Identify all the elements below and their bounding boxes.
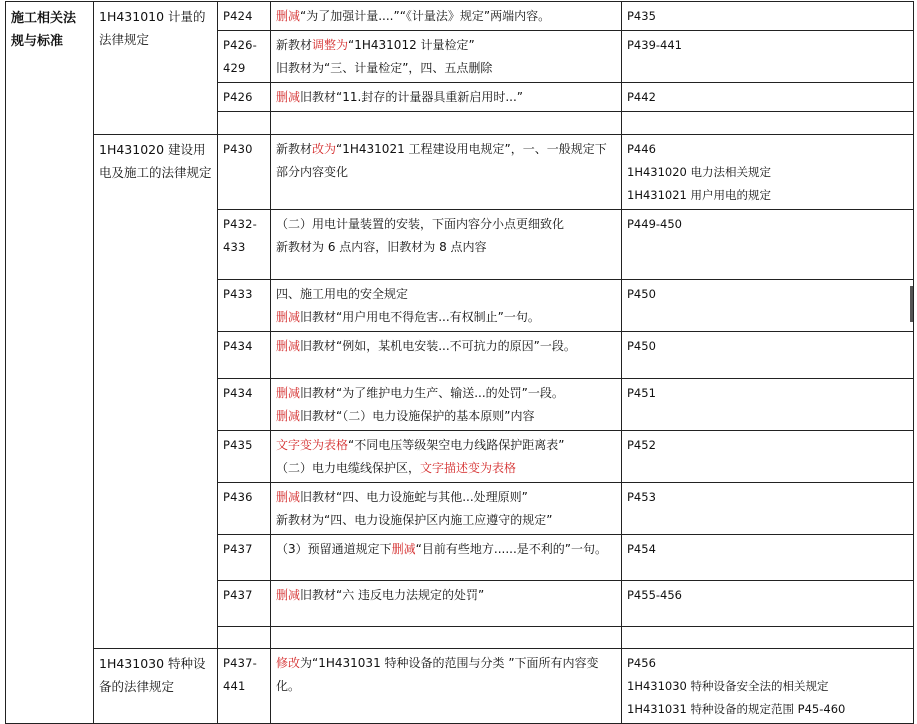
scrollbar-thumb[interactable] [910, 286, 913, 322]
change-keyword: 文字描述变为表格 [420, 461, 517, 475]
new-page-cell [622, 581, 914, 627]
change-description-cell [271, 483, 622, 535]
change-keyword: 改为 [312, 142, 337, 156]
old-page-cell: P437-441 [218, 649, 271, 724]
change-description-cell [271, 535, 622, 581]
new-page-line: 1H431020 电力法相关规定 [627, 165, 772, 179]
change-description-cell [271, 379, 622, 431]
new-page-cell [622, 431, 914, 483]
change-text: 新教材 [276, 142, 313, 156]
change-description-cell [271, 581, 622, 627]
change-text: 为“1H431031 特种设备的范围与分类 ”下面所有内容变化。 [276, 656, 599, 693]
change-text: （二）电力电缆线保护区， [276, 461, 421, 475]
description-line [276, 509, 616, 532]
new-page-line: P454 [627, 542, 656, 556]
new-page-line: 1H431030 特种设备安全法的相关规定 [627, 679, 829, 693]
old-page-cell: P426 [218, 83, 271, 112]
change-description-cell [271, 649, 622, 724]
change-keyword: 删减 [276, 490, 301, 504]
change-keyword: 删减 [276, 386, 301, 400]
description-line [276, 236, 616, 259]
new-page-line: P450 [627, 287, 656, 301]
description-line [276, 538, 616, 561]
new-page-line: P442 [627, 90, 656, 104]
old-page-cell: P437 [218, 535, 271, 581]
new-page-line: P449-450 [627, 217, 682, 231]
empty-cell [271, 627, 622, 649]
new-page-cell [622, 210, 914, 280]
new-page-line: P446 [627, 142, 656, 156]
new-page-cell [622, 2, 914, 31]
description-line [276, 584, 616, 607]
description-line [276, 34, 616, 57]
new-page-cell [622, 135, 914, 210]
description-line [276, 382, 616, 405]
description-line [276, 213, 616, 236]
table-row [6, 135, 914, 210]
change-text: “1H431021 工程建设用电规定”，一、一般规定下部分内容变化 [276, 142, 607, 179]
new-page-cell [622, 649, 914, 724]
description-line [276, 57, 616, 80]
comparison-table-page [5, 1, 913, 716]
change-text: 旧教材“11.封存的计量器具重新启用时...” [300, 90, 523, 104]
change-text: 旧教材“为了维护电力生产、输送...的处罚”一段。 [300, 386, 564, 400]
change-text: 旧教材“用户用电不得危害...有权制止”一句。 [300, 310, 540, 324]
textbook-changes-table [5, 1, 914, 724]
new-page-cell [622, 483, 914, 535]
old-page-cell: P435 [218, 431, 271, 483]
new-page-cell [622, 535, 914, 581]
table-row [6, 649, 914, 724]
change-description-cell [271, 135, 622, 210]
description-line [276, 283, 616, 306]
old-page-cell: P424 [218, 2, 271, 31]
description-line [276, 457, 616, 480]
description-line [276, 405, 616, 428]
change-text: （二）用电计量装置的安装，下面内容分小点更细致化 [276, 217, 565, 231]
description-line [276, 138, 616, 184]
description-line [276, 434, 616, 457]
empty-cell [622, 627, 914, 649]
old-page-cell: P436 [218, 483, 271, 535]
empty-cell [622, 112, 914, 135]
change-keyword: 调整为 [312, 38, 349, 52]
change-description-cell [271, 431, 622, 483]
new-page-line: P456 [627, 656, 656, 670]
table-row [6, 2, 914, 31]
change-description-cell [271, 210, 622, 280]
new-page-cell [622, 332, 914, 379]
change-description-cell [271, 83, 622, 112]
new-page-cell [622, 280, 914, 332]
section-cell: 1H431020 建设用电及施工的法律规定 [94, 135, 218, 649]
change-text: 新教材为“四、电力设施保护区内施工应遵守的规定” [276, 513, 553, 527]
change-text: “1H431012 计量检定” [348, 38, 475, 52]
change-text: （3）预留通道规定下 [276, 542, 392, 556]
old-page-cell: P432-433 [218, 210, 271, 280]
new-page-line: P439-441 [627, 38, 682, 52]
new-page-line: P450 [627, 339, 656, 353]
change-keyword: 文字变为表格 [276, 438, 349, 452]
change-description-cell [271, 2, 622, 31]
new-page-line: P451 [627, 386, 656, 400]
description-line [276, 5, 616, 28]
empty-cell [218, 112, 271, 135]
old-page-cell: P433 [218, 280, 271, 332]
change-keyword: 删减 [276, 339, 301, 353]
description-line [276, 652, 616, 698]
new-page-cell [622, 379, 914, 431]
change-description-cell [271, 332, 622, 379]
change-text: “为了加强计量....”“《计量法》规定”两端内容。 [300, 9, 551, 23]
change-text: 新教材 [276, 38, 313, 52]
empty-cell [271, 112, 622, 135]
change-keyword: 删减 [276, 9, 301, 23]
description-line [276, 306, 616, 329]
change-text: 旧教材为“三、计量检定”，四、五点删除 [276, 61, 493, 75]
description-line [276, 486, 616, 509]
description-line [276, 86, 616, 109]
old-page-cell: P434 [218, 332, 271, 379]
old-page-cell: P434 [218, 379, 271, 431]
change-text: 旧教材“四、电力设施蛇与其他...处理原则” [300, 490, 528, 504]
old-page-cell: P437 [218, 581, 271, 627]
category-cell: 施工相关法规与标准 [6, 2, 94, 724]
section-cell: 1H431010 计量的法律规定 [94, 2, 218, 135]
new-page-cell [622, 83, 914, 112]
new-page-cell [622, 31, 914, 83]
new-page-line: P453 [627, 490, 656, 504]
change-text: 新教材为 6 点内容，旧教材为 8 点内容 [276, 240, 487, 254]
new-page-line: 1H431031 特种设备的规定范围 P45-460 [627, 702, 846, 716]
section-cell: 1H431030 特种设备的法律规定 [94, 649, 218, 724]
new-page-line: P435 [627, 9, 656, 23]
change-keyword: 删减 [276, 409, 301, 423]
empty-cell [218, 627, 271, 649]
change-keyword: 删减 [276, 588, 301, 602]
new-page-line: P455-456 [627, 588, 682, 602]
change-text: “目前有些地方......是不利的”一句。 [415, 542, 607, 556]
change-text: “不同电压等级架空电力线路保护距离表” [348, 438, 565, 452]
old-page-cell: P430 [218, 135, 271, 210]
change-description-cell [271, 31, 622, 83]
change-text: 旧教材“六 违反电力法规定的处罚” [300, 588, 485, 602]
new-page-line: 1H431021 用户用电的规定 [627, 188, 772, 202]
change-keyword: 修改 [276, 656, 301, 670]
change-text: 四、施工用电的安全规定 [276, 287, 409, 301]
change-text: 旧教材“（二）电力设施保护的基本原则”内容 [300, 409, 535, 423]
change-description-cell [271, 280, 622, 332]
change-keyword: 删减 [391, 542, 416, 556]
change-keyword: 删减 [276, 90, 301, 104]
change-keyword: 删减 [276, 310, 301, 324]
change-text: 旧教材“例如，某机电安装...不可抗力的原因”一段。 [300, 339, 576, 353]
description-line [276, 335, 616, 358]
old-page-cell: P426-429 [218, 31, 271, 83]
new-page-line: P452 [627, 438, 656, 452]
